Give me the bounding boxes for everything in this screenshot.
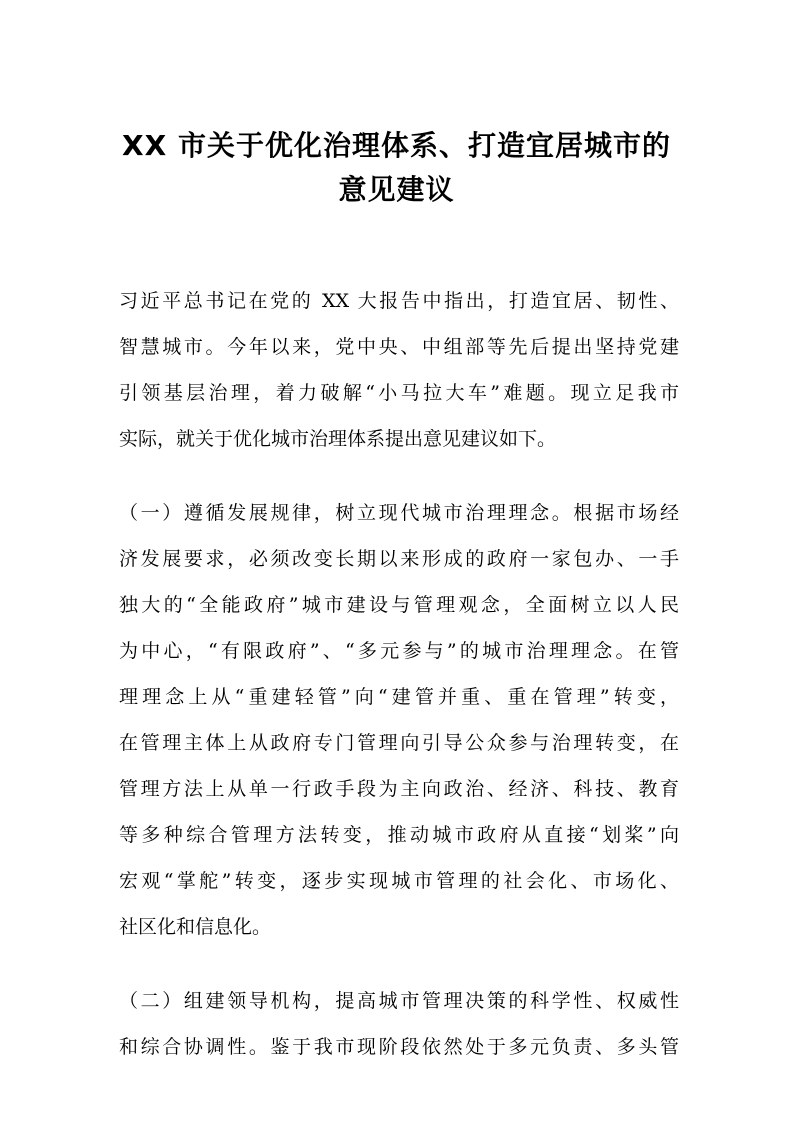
paragraph-line: 智慧城市。今年以来，党中央、中组部等先后提出坚持党建: [119, 336, 679, 358]
paragraph-line: 习近平总书记在党的 XX 大报告中指出，打造宜居、韧性、: [119, 290, 679, 312]
paragraph-line: 为中心，“有限政府”、“多元参与”的城市治理理念。在管: [119, 640, 679, 662]
paragraph-line: 等多种综合管理方法转变，推动城市政府从直接“划桨”向: [119, 824, 679, 846]
paragraph-line: （二）组建领导机构，提高城市管理决策的科学性、权威性: [119, 990, 679, 1012]
paragraph-line: 管理方法上从单一行政手段为主向政治、经济、科技、教育: [119, 778, 679, 800]
paragraph-line: 社区化和信息化。: [119, 916, 272, 938]
paragraph-line: 引领基层治理，着力破解“小马拉大车”难题。现立足我市: [119, 382, 679, 404]
paragraph-line: （一）遵循发展规律，树立现代城市治理理念。根据市场经: [119, 502, 679, 524]
paragraph-line: 在管理主体上从政府专门管理向引导公众参与治理转变，在: [119, 732, 679, 754]
document-title-line-2: 意见建议: [338, 173, 455, 206]
paragraph-line: 实际，就关于优化城市治理体系提出意见建议如下。: [119, 428, 557, 450]
document-title-line-1: XX 市关于优化治理体系、打造宜居城市的: [122, 129, 671, 162]
paragraph-line: 理理念上从“重建轻管”向“建管并重、重在管理”转变，: [119, 686, 679, 708]
paragraph-line: 独大的“全能政府”城市建设与管理观念，全面树立以人民: [119, 594, 679, 616]
paragraph-line: 济发展要求，必须改变长期以来形成的政府一家包办、一手: [119, 548, 679, 570]
paragraph-line: 和综合协调性。鉴于我市现阶段依然处于多元负责、多头管: [119, 1036, 679, 1058]
paragraph-line: 宏观“掌舵”转变，逐步实现城市管理的社会化、市场化、: [119, 870, 679, 892]
